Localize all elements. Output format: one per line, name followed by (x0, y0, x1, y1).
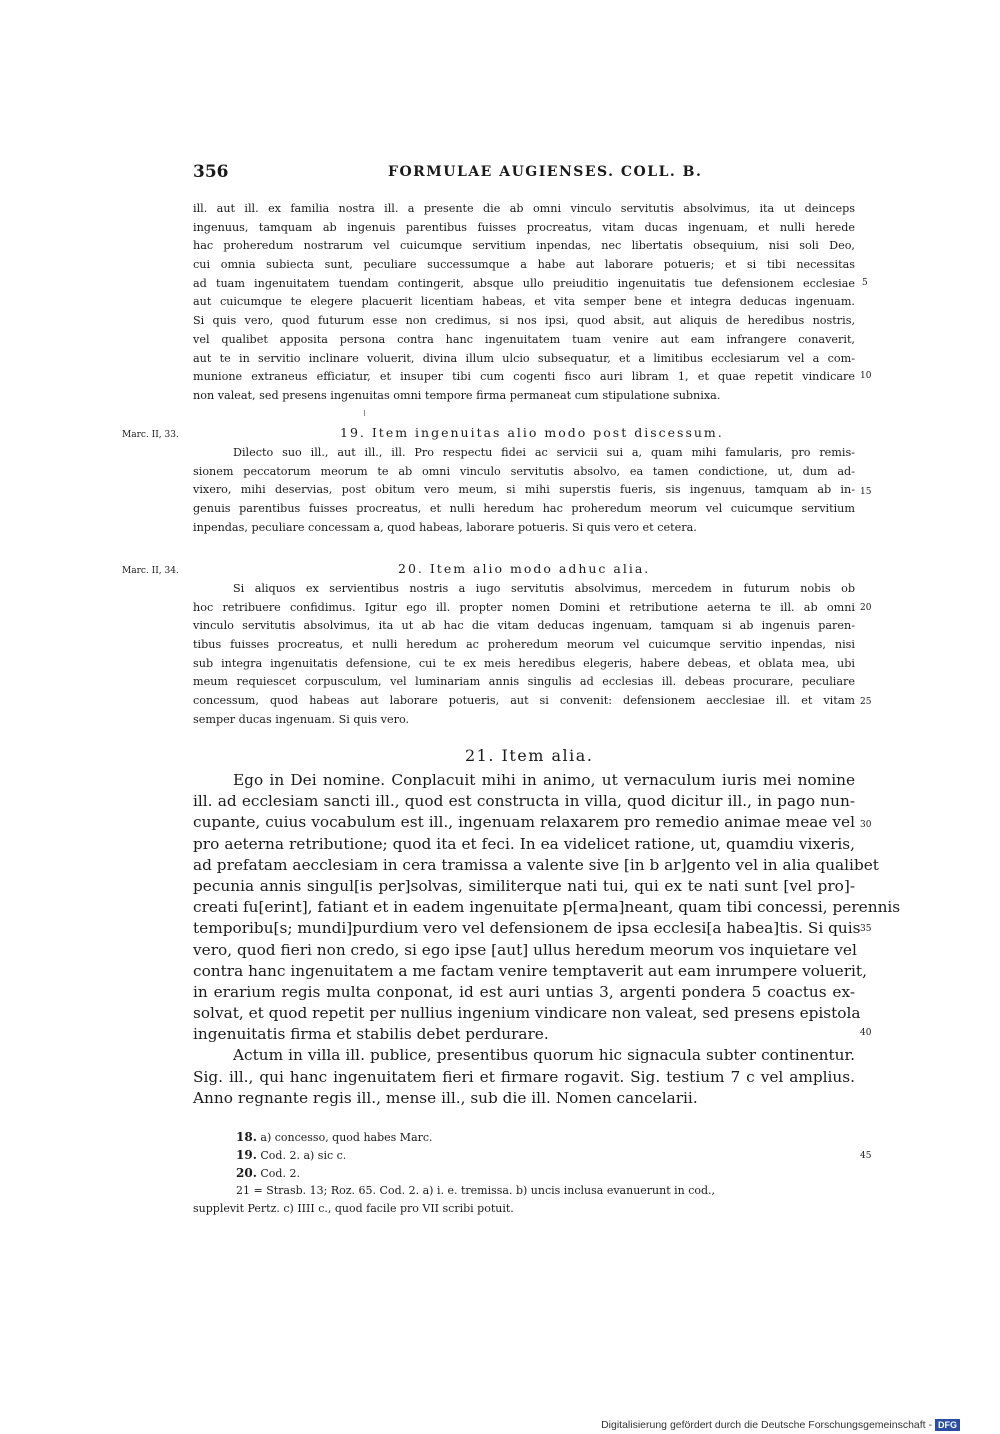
text-line: semper ducas ingenuam. Si quis vero. (193, 712, 410, 726)
section-19-title: 19. Item ingenuitas alio modo post discessum. (340, 425, 724, 440)
text-line: Si quis vero, quod futurum esse non credimus, si nos ipsi, quod absit, aut aliquis de heredibus nostris, (193, 314, 855, 328)
text-line: Ego in Dei nomine. Conplacuit mihi in animo, ut vernaculum iuris mei nomine (233, 771, 855, 789)
text-line: aut cuicumque te elegere placuerit licentiam habeas, et vita semper bene et integra deducas ingenuam. (193, 295, 855, 309)
line-number: 20 (860, 603, 872, 613)
credit-text: Digitalisierung gefördert durch die Deutsche Forschungsgemeinschaft - (601, 1419, 932, 1431)
line-number: 25 (860, 697, 872, 707)
text-line: ad tuam ingenuitatem tuendam contingerit, absque ullo preiuditio ingenuitatis tue defensionem ecclesiae (193, 276, 855, 290)
text-line: sionem peccatorum meorum te ab omni vinculo servitutis absolvo, ea tamen condictione, ut, dum ad- (193, 464, 855, 478)
text-line: ill. aut ill. ex familia nostra ill. a presente die ab omni vinculo servitutis absolvimus, ita ut deinceps (193, 202, 855, 215)
line-number: 35 (860, 924, 872, 934)
text-line: vixero, mihi deservias, post obitum vero meum, si mihi superstis fueris, sis ingenuus, tamquam ab in- (193, 483, 855, 497)
line-number: 15 (860, 487, 872, 497)
text-line: concessum, quod habeas aut laborare potueris, aut si convenit: defensionem aecclesiae ill. et vitam (193, 694, 855, 708)
section-18-text (193, 200, 855, 406)
text-line: Dilecto suo ill., aut ill., ill. Pro respectu fidei ac servicii sui a, quam mihi famularis, pro remis- (233, 446, 855, 459)
footnote-number: 19. (236, 1148, 257, 1162)
line-number: 45 (860, 1151, 872, 1161)
page-number: 356 (193, 162, 229, 182)
footnote-text: Cod. 2. a) sic c. (260, 1149, 347, 1162)
footnote-18 (236, 1128, 715, 1146)
text-line: temporibu[s; mundi]purdium vero vel defensionem de ipsa ecclesi[a habea]tis. Si quis (193, 919, 861, 938)
text-line: genuis parentibus fuisses procreatus, et nulli heredum hac proheredum meorum vel cuicumque servitium (193, 502, 855, 516)
text-line: ingenuus, tamquam ab ingenuis parentibus fuisses procreatus, vitam ducas ingenuam, et nulli herede (193, 220, 855, 234)
text-line: hoc retribuere confidimus. Igitur ego ill. propter nomen Domini et retributione aeterna te ill. ab omni (193, 600, 855, 614)
line-number: 40 (860, 1028, 872, 1038)
line-number: 5 (862, 278, 868, 288)
footnote-text: a) concesso, quod habes Marc. (260, 1131, 433, 1144)
text-line: tibus fuisses procreatus, et nulli heredum ac proheredum meorum vel cuicumque servitio inpendas, nisi (193, 638, 855, 652)
text-line: ingenuitatis firma et stabilis debet perdurare. (193, 1025, 549, 1044)
text-line: vinculo servitutis absolvimus, ita ut ab hac die vitam deducas ingenuam, tamquam si ab ingenuis paren- (193, 619, 855, 633)
line-number: 30 (860, 820, 872, 830)
text-line: hac proheredum nostrarum vel cuicumque servitium inpendas, nec libertatis obsequium, nisi soli Deo, (193, 239, 855, 253)
text-line: non valeat, sed presens ingenuitas omni tempore firma permaneat cum stipulatione subnixa. (193, 388, 721, 402)
text-line: Sig. ill., qui hanc ingenuitatem fieri et firmare rogavit. Sig. testium 7 c vel amplius. (193, 1067, 855, 1086)
footnote-number: 20. (236, 1166, 257, 1180)
text-line: vel qualibet apposita persona contra hanc ingenuitatem tuam venire aut eam infrangere conaverit, (193, 332, 855, 346)
text-line: in erarium regis multa conponat, id est auri untias 3, argenti pondera 5 coactus ex- (193, 982, 855, 1001)
section-20-text (193, 580, 855, 730)
text-line: aut te in servitio inclinare voluerit, divina illum ulcio subsequatur, et a limitibus ecclesiarum vel a com- (193, 351, 855, 365)
text-line: solvat, et quod repetit per nullius ingenium vindicare non valeat, sed presens epistola (193, 1004, 861, 1023)
footnote-number: 18. (236, 1130, 257, 1144)
dfg-logo: DFG (935, 1419, 960, 1431)
text-line: vero, quod fieri non credo, si ego ipse [aut] ullus heredum meorum vos inquietare vel (193, 940, 857, 959)
text-line: pecunia annis singul[is per]solvas, similiterque nati tui, qui ex te nati sunt [vel pro]- (193, 876, 855, 895)
text-line: inpendas, peculiare concessam a, quod habeas, laborare potueris. Si quis vero et cetera. (193, 520, 697, 534)
line-number: 10 (860, 371, 872, 381)
text-line: contra hanc ingenuitatem a me factam venire temptaverit aut eam inrumpere voluerit, (193, 961, 867, 980)
section-20-title: 20. Item alio modo adhuc alia. (398, 561, 651, 576)
text-line: Anno regnante regis ill., mense ill., sub die ill. Nomen cancelarii. (193, 1088, 698, 1107)
section-19-text (193, 444, 855, 537)
text-line: creati fu[erint], fatiant et in eadem ingenuitate p[erma]neant, quam tibi concessi, perennis (193, 898, 901, 917)
text-cursor-mark (364, 410, 365, 416)
text-line: cui omnia subiecta sunt, peculiare successumque a habe aut laborare potueris; et si tibi necessitas (193, 258, 855, 272)
text-line: pro aeterna retributione; quod ita et feci. In ea videlicet ratione, ut, quamdiu vixeris, (193, 834, 855, 853)
footnote-text: Cod. 2. (260, 1167, 300, 1180)
text-line: Actum in villa ill. publice, presentibus quorum hic signacula subter continentur. (233, 1046, 855, 1065)
footnote-block (236, 1128, 715, 1200)
section-21-title: 21. Item alia. (465, 746, 594, 765)
digitization-credit (601, 1419, 960, 1431)
footnote-20 (236, 1164, 715, 1182)
text-line: ad prefatam aecclesiam in cera tramissa a valente sive [in b ar]gento vel in alia qualibet (193, 855, 879, 874)
text-line: Si aliquos ex servientibus nostris a iugo servitutis absolvimus, mercedem in futurum nobis ob (233, 582, 855, 595)
running-title: FORMULAE AUGIENSES. COLL. B. (388, 164, 703, 180)
footnote-19 (236, 1146, 715, 1164)
text-line: munione extraneus efficiatur, et insuper tibi cum cogenti fisco auri libram 1, et quae repetit vindicare (193, 370, 855, 384)
text-line: ill. ad ecclesiam sancti ill., quod est constructa in villa, quod dicitur ill., in pago nun- (193, 792, 855, 811)
footnote-21: 21 = Strasb. 13; Roz. 65. Cod. 2. a) i. e. tremissa. b) uncis inclusa evanuerunt in cod., (236, 1184, 716, 1197)
margin-reference: Marc. II, 34. (122, 566, 179, 576)
footnote-21-continuation: supplevit Pertz. c) IIII c., quod facile pro VII scribi potuit. (193, 1202, 514, 1215)
text-line: cupante, cuius vocabulum est ill., ingenuam relaxarem pro remedio animae meae vel (193, 813, 855, 832)
text-line: meum requiescet corpusculum, vel luminariam annis singulis ad ecclesias ill. debeas procurare, peculiare (193, 675, 855, 689)
text-line: sub integra ingenuitatis defensione, cui te ex meis heredibus elegeris, habere debeas, et oblata mea, ubi (193, 656, 855, 670)
margin-reference: Marc. II, 33. (122, 430, 179, 440)
